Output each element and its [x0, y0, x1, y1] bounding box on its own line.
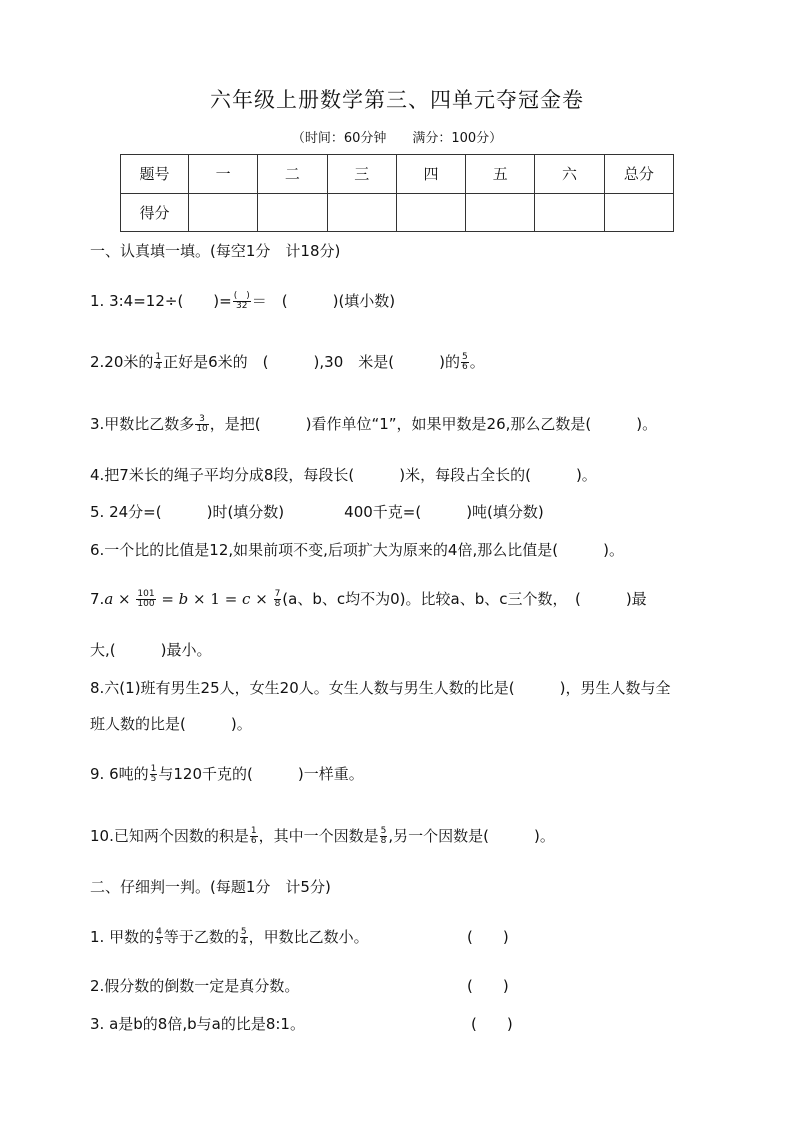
- question-1-8: 8.六(1)班有男生25人，女生20人。女生人数与男生人数的比是( )，男生人数与全: [90, 679, 671, 697]
- q7-prefix: 7.: [90, 590, 105, 608]
- score-input-cell[interactable]: [396, 193, 465, 232]
- q9-text-a: 9. 6吨的: [90, 765, 149, 783]
- score-input-cell[interactable]: [189, 193, 258, 232]
- q7-rest: (a、b、c均不为0)。比较a、b、c三个数， ( )最: [282, 590, 647, 608]
- question-2-3: 3. a是b的8倍,b与a的比是8:1。: [90, 1015, 305, 1033]
- score-row-label: 得分: [121, 193, 189, 232]
- fraction-denominator: 4: [155, 362, 162, 372]
- question-2-2: 2.假分数的倒数一定是真分数。: [90, 977, 300, 995]
- question-1-6: 6.一个比的比值是12,如果前项不变,后项扩大为原来的4倍,那么比值是( )。: [90, 541, 624, 559]
- fraction-denominator: 10: [196, 424, 208, 434]
- q3-text-a: 3.甲数比乙数多: [90, 415, 195, 433]
- page-title: 六年级上册数学第三、四单元夺冠金卷: [210, 88, 584, 112]
- fraction: [461, 353, 469, 372]
- fraction: [150, 765, 158, 784]
- question-1-10: [90, 826, 555, 846]
- fraction-denominator: 5: [150, 774, 157, 784]
- q2-text-c: 。: [469, 353, 485, 371]
- score-header-cell: 三: [327, 155, 396, 194]
- answer-paren[interactable]: ( ): [467, 928, 509, 946]
- question-1-9: [90, 764, 364, 784]
- q2-text-a: 2.20米的: [90, 353, 154, 371]
- fraction-numerator: 101: [137, 589, 155, 599]
- score-header-cell: 六: [535, 155, 604, 194]
- fraction-numerator: 3: [195, 415, 208, 425]
- q10-text-b: ，其中一个因数是: [258, 827, 379, 845]
- j1-text-a: 1. 甲数的: [90, 928, 155, 946]
- question-1-5: 5. 24分=( )时(填分数) 400千克=( )吨(填分数): [90, 503, 544, 521]
- score-input-cell[interactable]: [535, 193, 604, 232]
- fraction-denominator: 6: [461, 362, 468, 372]
- fraction-numerator: 7: [274, 589, 281, 599]
- fraction-denominator: 8: [380, 836, 387, 846]
- q10-text-a: 10.已知两个因数的积是: [90, 827, 249, 845]
- fraction: [195, 415, 208, 434]
- fraction-numerator: 1: [250, 826, 257, 836]
- score-input-cell[interactable]: [466, 193, 535, 232]
- page-subtitle: （时间：60分钟 满分：100分）: [291, 131, 503, 146]
- j1-text-c: ，甲数比乙数小。: [248, 928, 369, 946]
- score-input-cell[interactable]: [604, 193, 673, 232]
- q1-text-b: ＝ ( )(填小数): [251, 292, 396, 310]
- q7-var-b: b: [178, 590, 189, 608]
- fraction: [136, 590, 155, 609]
- fraction-numerator: 5: [240, 927, 247, 937]
- answer-paren[interactable]: ( ): [467, 977, 509, 995]
- answer-paren[interactable]: ( ): [471, 1015, 513, 1033]
- score-table-score-row: [121, 193, 674, 232]
- fraction-denominator: 100: [137, 599, 155, 609]
- section2-heading: 二、仔细判一判。(每题1分 计5分): [90, 878, 331, 896]
- fraction-numerator: 1: [155, 352, 162, 362]
- score-table: [120, 154, 674, 232]
- fraction-denominator: 8: [274, 599, 281, 609]
- score-header-cell: 四: [396, 155, 465, 194]
- score-header-cell: 一: [189, 155, 258, 194]
- score-header-cell: 总分: [604, 155, 673, 194]
- fraction: [240, 928, 248, 947]
- question-1-3: [90, 414, 657, 434]
- fraction: [155, 928, 163, 947]
- fraction-denominator: 6: [250, 836, 257, 846]
- fraction: [250, 827, 258, 846]
- fraction: [380, 827, 388, 846]
- question-2-1: [90, 927, 369, 947]
- q9-text-b: 与120千克的( )一样重。: [158, 765, 364, 783]
- fraction-denominator: 5: [156, 937, 162, 947]
- score-input-cell[interactable]: [258, 193, 327, 232]
- j1-text-b: 等于乙数的: [163, 928, 239, 946]
- score-table-header-row: [121, 155, 674, 194]
- q7-op: =: [156, 590, 179, 608]
- question-1-1: [90, 291, 395, 311]
- question-1-8-line2: 班人数的比是( )。: [90, 715, 252, 733]
- question-1-2: [90, 352, 485, 372]
- score-header-cell: 五: [466, 155, 535, 194]
- q7-var-a: a: [104, 590, 114, 608]
- question-1-7: [90, 589, 647, 609]
- section1-heading: 一、认真填一填。(每空1分 计18分): [90, 242, 341, 260]
- q10-text-c: ,另一个因数是( )。: [388, 827, 555, 845]
- q7-op: × 1 =: [188, 590, 243, 608]
- fraction: [154, 353, 162, 372]
- q2-text-b: 正好是6米的 ( ),30 米是( )的: [163, 353, 460, 371]
- question-1-4: 4.把7米长的绳子平均分成8段，每段长( )米，每段占全长的( )。: [90, 466, 597, 484]
- question-1-7-line2: 大,( )最小。: [90, 641, 212, 659]
- q7-op: ×: [250, 590, 273, 608]
- score-header-cell: 题号: [121, 155, 189, 194]
- fraction-numerator: 5: [461, 352, 468, 362]
- fraction: [274, 590, 282, 609]
- q7-var-c: c: [242, 590, 251, 608]
- q1-text-a: 1. 3:4=12÷( )=: [90, 292, 232, 310]
- fraction-denominator: 4: [240, 937, 247, 947]
- score-header-cell: 二: [258, 155, 327, 194]
- q7-op: ×: [113, 590, 136, 608]
- q3-text-b: ，是把( )看作单位“1”，如果甲数是26,那么乙数是( )。: [209, 415, 658, 433]
- fraction-denominator: 32: [236, 301, 248, 311]
- fraction-numerator: 5: [380, 826, 387, 836]
- fraction-numerator: ( ): [233, 291, 250, 301]
- score-input-cell[interactable]: [327, 193, 396, 232]
- fraction-numerator: 4: [156, 927, 162, 937]
- fraction: [233, 292, 251, 311]
- fraction-numerator: 1: [150, 764, 157, 774]
